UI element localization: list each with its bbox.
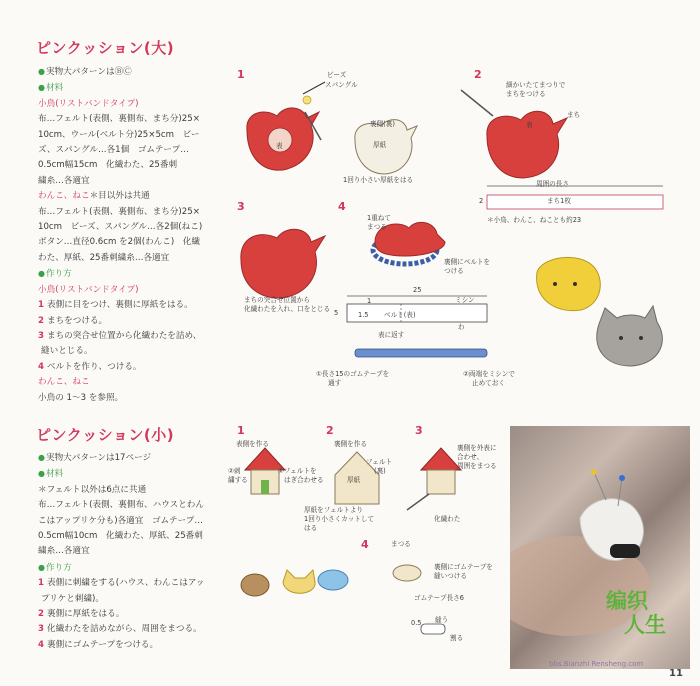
cat-eye-left [619,336,623,340]
ref-line: 小鳥の 1～3 を参照。 [38,392,124,403]
label-machi: まち [567,111,581,119]
step-number: 2 [474,68,482,81]
label-omote-make: 表側を作る [236,440,269,448]
label-d15: 1.5 [358,311,369,319]
ring-band [610,544,640,558]
label-sew-both-2: 止めておく [472,379,505,387]
step-line: 1 表側に刺繍をする(ハウス、わんこはアッ [38,578,205,589]
label-turn: 表に返す [378,331,405,339]
label-gom-1: ①長さ15のゴムテープを [316,370,390,378]
mat-line: 繍糸…各適宜 [38,546,90,557]
beads-pointer [303,82,325,94]
step-line: 3 まちの突合せ位置から化繊わたを詰め、 [38,330,202,341]
mat-line: 繍糸…各適宜 [38,175,90,186]
dog-eye-right [573,282,577,286]
step-number: 1 [237,68,245,81]
label-stuff-2: 化繊わたを入れ、口をとじる [244,305,331,313]
mat-line: わた、厚紙、25番刺繍糸…各適宜 [38,252,170,263]
label-felt-1: フェルト [366,458,393,466]
label-matsuru: まつる [391,540,411,548]
needle-icon-2 [461,90,493,116]
step-line: 4 ベルトを作り、つける。 [38,361,142,372]
label-gom-2: 通す [328,379,342,387]
step-line: 4 裏側にゴムテープをつける。 [38,639,159,650]
cat-face [597,306,663,366]
mat-line: 布…フェルト(表側、裏側布、まち分)25× [38,114,200,125]
mat-line: ボタン…直径0.6cm を2個(わんこ) 化繊 [38,237,200,248]
label-paper-3: はる [304,524,318,532]
top-diagram [225,60,695,400]
watermark-url: bbs.Bianzhi Rensheng.com [549,660,644,668]
label-omote-2: 表 [526,121,533,129]
label-d05: 0.5 [411,619,422,627]
label-machi1: まち1枚 [547,197,571,205]
cat-eye-right [639,336,643,340]
mat-line: ズ、スパングル…各1個 ゴムテープ… [38,145,189,156]
label-perimeter: 周囲の長さ [536,180,569,188]
materials-block-large [38,64,202,406]
label-dim2: 2 [479,197,484,205]
step-number: 4 [338,200,346,213]
label-nuu: 縫う [435,616,449,624]
step-number: 2 [326,424,334,437]
label-wata: 化繊わた [434,515,461,523]
label-stuff-1: まちの突合せ位置から [244,296,310,304]
label-ura-make: 裏側を作る [334,440,367,448]
label-gomlen: ゴムテープ長さ6 [414,594,464,602]
house-roof-3 [421,448,461,470]
mat-line: 0.5cm幅15cm 化繊わた、25番刺 [38,160,178,171]
step-line: 2 裏側に厚紙をはる。 [38,609,125,620]
label-belt-2: つける [444,267,464,275]
label-wrap-1: 1重ねて [367,214,391,222]
label-d1: 1 [367,297,372,305]
label-embroider-1: ②刺 [228,467,241,475]
dog-cushion-small [241,574,269,596]
label-wa: わ [458,323,465,331]
label-felt-app-1: ①フェルトを [278,467,317,475]
materials-heading: ● 材料 [38,80,202,96]
label-sewing: ミシン [455,296,475,304]
title-small: ピンクッション(小) [36,426,175,444]
label-stitch-1: 細かいたてまつりで [506,81,566,89]
needle-icon-3 [407,494,429,510]
note-line: ＊フェルト以外は6点に共通 [38,484,147,495]
step-number: 3 [237,200,245,213]
label-gomtape-1: 裏側にゴムテープを [434,563,493,571]
elastic-loop [421,624,445,634]
label-embroider-2: 繍する [228,476,248,484]
mat-line: 布…フェルト(表側、裏側布、まち分)25× [38,206,200,217]
step-line: 3 化繊わたを詰めながら、周囲をまつる。 [38,624,202,635]
spangle-icon [303,96,311,104]
label-atsugami: 厚紙 [373,141,387,149]
label-align-2: 合わせ、 [457,453,484,461]
howto-sub: 小鳥(リストバンドタイプ) [38,284,139,295]
label-gomtape-2: 縫いつける [434,572,467,580]
label-ura: 裏側(裏) [370,120,395,128]
title-large: ピンクッション(大) [36,39,175,57]
house-body-3 [427,470,455,494]
cushion-back [393,565,421,581]
pin-head-icon [591,469,597,475]
label-align-3: 周囲をまつる [457,462,497,470]
label-sew-both-1: ②両端をミシンで [463,370,515,378]
pin-head-icon [619,475,625,481]
label-omote: 表 [276,142,283,150]
label-belt-omote: ベルト(表) [384,311,416,319]
label-paste-note: 1回り小さい厚紙をはる [343,176,414,184]
mat-line: こはアップリケ分も)各適宜 ゴムテープ… [38,515,203,526]
label-atsugami-small: 厚紙 [347,476,361,484]
label-felt-app-2: はぎ合わせる [284,476,324,484]
step-line: 縫いとじる。 [41,346,93,357]
cat-cushion-small [283,570,315,593]
bird-cushion-small [318,570,348,590]
materials-block-small [38,450,204,653]
step-number: 3 [415,424,423,437]
pin-icon [594,472,606,500]
step-line: 2 まちをつける。 [38,315,108,326]
step-line: 1 表側に目をつけ、裏側に厚紙をはる。 [38,300,193,311]
label-stitch-2: まちをつける [506,90,546,98]
label-belt-1: 裏側にベルトを [444,258,491,266]
dog-face [537,257,601,310]
mat-line: 10cm ビーズ、スパングル…各2個(ねこ) [38,222,203,233]
howto-heading: ● 作り方 [38,266,202,282]
step-number: 1 [237,424,245,437]
pattern-line: ● 実物大パターンは17ページ [38,450,204,466]
bird-felt-step3 [241,229,325,298]
label-beads: ビーズ [327,71,347,79]
step-line: プリケと刺繍)。 [41,593,104,604]
watermark-logo-2: 人生 [624,613,666,637]
page-number: 11 [669,668,683,679]
label-paper-1: 厚紙をフェルトより [304,506,364,514]
elastic-band [355,349,487,357]
materials-heading: ● 材料 [38,466,204,482]
gusset-strip [487,195,663,209]
howto-heading: ● 作り方 [38,560,204,576]
label-note-23: ＊小鳥、わんこ、ねことも約23 [487,216,582,224]
label-d5: 5 [334,309,339,317]
mat-line: 布…フェルト(表側、裏側布、ハウスとわん [38,500,204,511]
label-paper-2: 1回り小さくカットして [304,515,375,523]
watermark-logo: 编织 [606,589,648,613]
house-door [261,480,269,494]
howto-sub2: わんこ、ねこ [38,377,90,388]
label-align-1: 裏側を外表に [457,444,497,452]
pattern-line: ● 実物大パターンはⒷⒸ [38,64,202,80]
mat-line: 0.5cm幅10cm 化繊わた、厚紙、25番刺 [38,531,203,542]
mat-line: 10cm、ウール(ベルト分)25×5cm ビー [38,129,200,140]
label-d25: 25 [413,286,422,294]
dog-eye-left [553,282,557,286]
sub-dogcat: わんこ、ねこ＊目以外は共通 [38,191,150,202]
label-spangle: スパングル [325,81,358,89]
step-number: 4 [361,538,369,551]
label-wrap-2: まつる [367,223,387,231]
sub-bird: 小鳥(リストバンドタイプ) [38,98,139,109]
label-cut: 割る [450,634,464,642]
label-felt-2: (裏) [374,467,386,475]
